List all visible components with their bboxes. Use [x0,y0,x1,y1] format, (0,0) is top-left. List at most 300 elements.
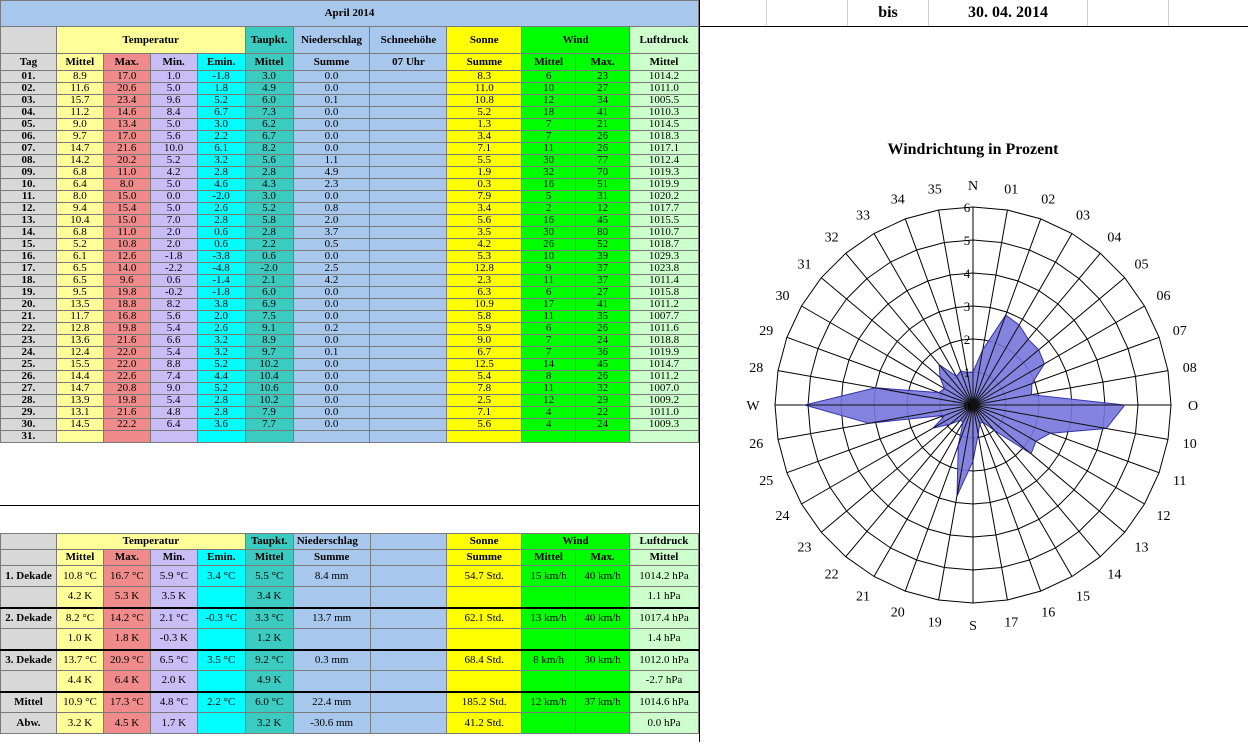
direction-label: 16 [1041,605,1056,621]
temp-max-cell: 15.4 [103,203,150,215]
table-row [1,155,699,167]
temp-min-cell: 9.0 [150,383,197,395]
summary-row [1,650,699,671]
sum-min-cell: 2.1 °C [150,608,197,629]
luftdruck-cell: 1018.8 [630,335,699,347]
luftdruck-cell: 1019.3 [630,167,699,179]
sum-mittel-cell: 4.4 K [56,671,103,692]
sum-taupunkt-cell: 9.2 °C [245,650,293,671]
sum-mittel-cell: 1.0 K [56,629,103,650]
temp-emin-cell: -4.8 [197,263,245,275]
sum-niederschlag-header: Niederschlag [293,534,370,550]
temp-min-cell: 10.0 [150,143,197,155]
taupunkt-cell: 4.9 [245,83,293,95]
wind-max-cell: 77 [576,155,630,167]
summary-label-cell: Mittel [1,692,57,713]
sum-min-cell: 2.0 K [150,671,197,692]
temp-max-cell: 22.6 [103,371,150,383]
sum-emin-cell [197,629,245,650]
sum-niederschlag-cell [293,671,370,692]
table-row [1,179,699,191]
wind-max-cell: 39 [576,251,630,263]
wind-mittel-cell: 11 [522,383,576,395]
sonne-cell: 5.9 [447,323,522,335]
sum-sonne-summe-header: Summe [447,550,522,566]
niederschlag-cell: 0.0 [293,419,370,431]
wind-mittel-cell: 11 [522,143,576,155]
sum-max-cell: 20.9 °C [103,650,150,671]
wind-mittel-cell: 2 [522,203,576,215]
wind-max-header: Max. [576,54,630,71]
sum-mittel-cell: 4.2 K [56,587,103,608]
day-label-cell: 13. [1,215,57,227]
sum-empty-cell [370,671,447,692]
temp-max-cell: 10.8 [103,239,150,251]
sum-luftdruck-cell: 1.4 hPa [629,629,698,650]
sonne-cell: 12.8 [447,263,522,275]
sum-wind-max-cell [576,713,630,734]
direction-label: 21 [856,589,870,605]
taupunkt-cell: 4.3 [245,179,293,191]
temp-mittel-cell: 6.5 [56,263,103,275]
direction-label: 02 [1041,192,1056,208]
luftdruck-cell: 1017.7 [630,203,699,215]
temp-max-cell: 19.8 [103,287,150,299]
niederschlag-cell: 1.1 [293,155,370,167]
temp-max-cell: 21.6 [103,143,150,155]
day-label-cell: 06. [1,131,57,143]
sum-luftdruck-cell: 0.0 hPa [629,713,698,734]
wind-max-cell: 26 [576,131,630,143]
sum-luftdruck-cell: 1014.2 hPa [629,566,698,587]
taupunkt-cell [245,431,293,443]
day-label-cell: 15. [1,239,57,251]
schneehoehe-cell [370,179,447,191]
direction-label: S [969,619,977,634]
summary-table [0,533,699,734]
direction-label: 07 [1172,323,1187,339]
sum-luft-mittel-header: Mittel [629,550,698,566]
wind-mittel-cell: 7 [522,131,576,143]
taupunkt-cell: 6.7 [245,131,293,143]
sum-mittel-cell: 8.2 °C [56,608,103,629]
table-row [1,83,699,95]
wind-mittel-cell: 7 [522,335,576,347]
sonne-cell: 7.8 [447,383,522,395]
table-row [1,287,699,299]
temp-min-cell: 7.4 [150,371,197,383]
schneehoehe-cell [370,191,447,203]
temp-min-cell: 4.2 [150,167,197,179]
niederschlag-cell: 0.2 [293,323,370,335]
wind-max-cell: 27 [576,287,630,299]
temp-min-cell: 5.0 [150,179,197,191]
sonne-cell [447,431,522,443]
taupunkt-cell: 3.0 [245,71,293,83]
temperatur-header: Temperatur [56,27,245,54]
sum-min-cell: 1.7 K [150,713,197,734]
luftdruck-cell: 1007.0 [630,383,699,395]
temp-emin-cell: 3.8 [197,299,245,311]
sum-wind-mittel-header: Mittel [522,550,576,566]
temp-mittel-cell [56,431,103,443]
taupunkt-cell: 10.2 [245,395,293,407]
wind-rose-svg [700,27,1248,742]
temp-min-cell: 5.0 [150,119,197,131]
temp-emin-cell: 2.6 [197,203,245,215]
schneehoehe-cell [370,431,447,443]
temp-max-cell: 15.0 [103,215,150,227]
sonne-cell: 2.3 [447,275,522,287]
wind-max-cell: 24 [576,335,630,347]
temp-min-cell: 0.6 [150,275,197,287]
sum-max-cell: 4.5 K [103,713,150,734]
sum-min-cell: 3.5 K [150,587,197,608]
sonne-cell: 5.3 [447,251,522,263]
table-row [1,395,699,407]
summary-label-cell [1,629,57,650]
taupunkt-cell: 3.0 [245,191,293,203]
niederschlag-cell: 0.0 [293,311,370,323]
luftdruck-cell: 1014.7 [630,359,699,371]
direction-label: 30 [775,289,790,304]
table-row [1,263,699,275]
niederschlag-cell: 2.3 [293,179,370,191]
day-label-cell: 14. [1,227,57,239]
direction-label: 31 [797,257,812,273]
temp-mittel-cell: 9.7 [56,131,103,143]
luftdruck-cell: 1017.1 [630,143,699,155]
niederschlag-cell: 0.0 [293,119,370,131]
temp-max-cell: 19.8 [103,323,150,335]
temp-max-cell: 18.8 [103,299,150,311]
table-row [1,347,699,359]
temp-emin-cell: -1.4 [197,275,245,287]
day-label-cell: 30. [1,419,57,431]
monthly-table [0,0,699,443]
nied-summe-header: Summe [293,54,370,71]
taupunkt-cell: 2.8 [245,227,293,239]
luftdruck-cell: 1019.9 [630,179,699,191]
luftdruck-cell: 1009.3 [630,419,699,431]
taupunkt-cell: 5.2 [245,203,293,215]
sum-wind-max-cell [576,629,630,650]
sum-emin-header: Emin. [197,550,245,566]
temp-mittel-cell: 13.1 [56,407,103,419]
taupunkt-cell: 5.6 [245,155,293,167]
temp-max-cell: 22.2 [103,419,150,431]
summary-row [1,713,699,734]
schneehoehe-cell [370,395,447,407]
temp-min-cell: 0.0 [150,191,197,203]
ring-label-1: 1 [963,365,971,380]
sonne-cell: 4.2 [447,239,522,251]
schneehoehe-cell [370,335,447,347]
direction-label: 03 [1076,208,1090,224]
schneehoehe-cell [370,239,447,251]
wind-max-cell: 22 [576,407,630,419]
table-row [1,371,699,383]
direction-label: 01 [1004,182,1019,198]
sum-mittel-cell: 3.2 K [56,713,103,734]
ring-label-4: 4 [963,266,971,281]
wind-max-cell: 26 [576,323,630,335]
sum-empty-cell [370,608,447,629]
table-row [1,131,699,143]
temp-emin-cell: 3.6 [197,419,245,431]
temp-min-cell: 5.2 [150,155,197,167]
date-range-header [700,0,1248,27]
table-row [1,299,699,311]
wind-mittel-cell: 6 [522,287,576,299]
sum-empty-cell [370,692,447,713]
direction-label: 35 [927,182,942,198]
sum-niederschlag-cell: 22.4 mm [293,692,370,713]
sonne-cell: 3.5 [447,227,522,239]
sum-emin-cell: 3.5 °C [197,650,245,671]
taupunkt-cell: 9.7 [245,347,293,359]
sum-empty-cell [370,629,447,650]
wind-max-cell: 26 [576,143,630,155]
temp-emin-cell: 2.2 [197,131,245,143]
niederschlag-cell: 0.0 [293,335,370,347]
temp-mittel-cell: 6.8 [56,167,103,179]
taupunkt-cell: 2.1 [245,275,293,287]
sonne-cell: 5.6 [447,215,522,227]
sonne-cell: 7.9 [447,191,522,203]
wind-mittel-cell: 7 [522,347,576,359]
temp-max-cell [103,431,150,443]
table-row [1,167,699,179]
sum-niederschlag-cell: 13.7 mm [293,608,370,629]
schneehoehe-cell [370,311,447,323]
sum-max-cell: 5.3 K [103,587,150,608]
wind-mittel-cell: 26 [522,239,576,251]
niederschlag-cell: 0.0 [293,407,370,419]
temp-min-cell: 9.6 [150,95,197,107]
wind-max-cell: 70 [576,167,630,179]
wind-max-cell: 21 [576,119,630,131]
temp-min-cell: 1.0 [150,71,197,83]
sum-wind-mittel-cell [522,713,576,734]
sum-nied-summe-header: Summe [293,550,370,566]
direction-label: 24 [775,509,790,524]
temp-max-cell: 15.0 [103,191,150,203]
sum-wind-max-cell: 37 km/h [576,692,630,713]
day-label-cell: 27. [1,383,57,395]
summary-label-cell [1,671,57,692]
luft-mittel-header: Mittel [630,54,699,71]
luftdruck-cell: 1020.2 [630,191,699,203]
sum-taupunkt-cell: 6.0 °C [245,692,293,713]
wind-max-cell: 32 [576,383,630,395]
wind-mittel-cell [522,431,576,443]
wind-max-cell: 80 [576,227,630,239]
temp-max-cell: 11.0 [103,167,150,179]
luftdruck-cell: 1011.0 [630,407,699,419]
sonne-cell: 5.5 [447,155,522,167]
wind-mittel-cell: 11 [522,311,576,323]
niederschlag-cell: 0.0 [293,395,370,407]
taupunkt-cell: 0.6 [245,251,293,263]
sum-min-cell: -0.3 K [150,629,197,650]
min-header: Min. [150,54,197,71]
temp-max-cell: 22.0 [103,347,150,359]
sonne-cell: 2.5 [447,395,522,407]
temp-emin-cell: 2.8 [197,407,245,419]
day-label-cell: 25. [1,359,57,371]
day-label-cell: 01. [1,71,57,83]
temp-mittel-cell: 11.7 [56,311,103,323]
sum-niederschlag-cell: -30.6 mm [293,713,370,734]
temp-min-cell: 5.0 [150,83,197,95]
sum-emin-cell: 2.2 °C [197,692,245,713]
direction-label: 06 [1156,289,1171,304]
sonne-cell: 6.7 [447,347,522,359]
wind-mittel-cell: 18 [522,107,576,119]
temp-min-cell: 7.0 [150,215,197,227]
sum-mittel-header: Mittel [56,550,103,566]
sum-emin-cell [197,671,245,692]
luftdruck-cell: 1012.4 [630,155,699,167]
sum-max-cell: 16.7 °C [103,566,150,587]
wind-mittel-cell: 32 [522,167,576,179]
sum-taup-mittel-header: Mittel [245,550,293,566]
summary-row [1,629,699,650]
sum-wind-mittel-cell [522,629,576,650]
sonne-cell: 10.8 [447,95,522,107]
day-label-cell: 18. [1,275,57,287]
sum-temperatur-header: Temperatur [56,534,245,550]
day-label-cell: 17. [1,263,57,275]
temp-mittel-cell: 9.5 [56,287,103,299]
wind-mittel-cell: 14 [522,359,576,371]
wind-max-cell: 51 [576,179,630,191]
sum-wind-mittel-cell [522,587,576,608]
sum-luftdruck-cell: 1.1 hPa [629,587,698,608]
wind-max-cell: 45 [576,359,630,371]
sonne-cell: 6.3 [447,287,522,299]
schneehoehe-cell [370,215,447,227]
temp-mittel-cell: 14.4 [56,371,103,383]
niederschlag-cell: 2.0 [293,215,370,227]
temp-mittel-cell: 15.5 [56,359,103,371]
taupunkt-cell: 8.2 [245,143,293,155]
table-row [1,239,699,251]
sum-wind-max-cell: 30 km/h [576,650,630,671]
niederschlag-cell: 0.5 [293,239,370,251]
day-label-cell: 05. [1,119,57,131]
temp-emin-cell: 6.1 [197,143,245,155]
sum-taupunkt-cell: 4.9 K [245,671,293,692]
sum-empty-cell [370,713,447,734]
summary-label-cell: Abw. [1,713,57,734]
temp-mittel-cell: 14.7 [56,383,103,395]
temp-emin-cell: 5.2 [197,359,245,371]
sonne-cell: 5.6 [447,419,522,431]
sum-sonne-cell [447,671,522,692]
temp-emin-cell: -3.8 [197,251,245,263]
temp-max-cell: 20.8 [103,383,150,395]
temp-mittel-cell: 13.6 [56,335,103,347]
taupunkt-cell: 7.9 [245,407,293,419]
wind-mittel-cell: 9 [522,263,576,275]
taupunkt-cell: 7.5 [245,311,293,323]
day-label-cell: 19. [1,287,57,299]
wind-max-cell: 35 [576,311,630,323]
temp-max-cell: 20.2 [103,155,150,167]
day-label-cell: 21. [1,311,57,323]
sum-niederschlag-cell [293,629,370,650]
schnee-uhr-header: 07 Uhr [370,54,447,71]
luftdruck-cell: 1010.7 [630,227,699,239]
direction-label: 10 [1182,437,1197,453]
sum-emin-cell: 3.4 °C [197,566,245,587]
wind-max-cell: 29 [576,395,630,407]
temp-min-cell: 8.8 [150,359,197,371]
direction-label: 32 [824,230,839,246]
niederschlag-cell: 0.0 [293,71,370,83]
luftdruck-header: Luftdruck [630,27,699,54]
month-title: April 2014 [1,1,699,27]
schneehoehe-cell [370,371,447,383]
schneehoehe-cell [370,95,447,107]
direction-label: 12 [1156,509,1171,524]
sum-wind-mittel-cell: 12 km/h [522,692,576,713]
niederschlag-cell: 0.0 [293,287,370,299]
schneehoehe-cell [370,251,447,263]
mittel-header: Mittel [56,54,103,71]
sum-wind-max-header: Max. [576,550,630,566]
day-label-cell: 23. [1,335,57,347]
temp-max-cell: 23.4 [103,95,150,107]
sum-empty-cell [370,650,447,671]
wind-mittel-cell: 11 [522,275,576,287]
sum-niederschlag-cell: 8.4 mm [293,566,370,587]
schneehoehe-cell [370,359,447,371]
sum-max-cell: 14.2 °C [103,608,150,629]
niederschlag-cell: 0.0 [293,383,370,395]
sum-wind-mittel-cell: 13 km/h [522,608,576,629]
temp-emin-cell [197,431,245,443]
wind-mittel-cell: 30 [522,155,576,167]
schneehoehe-cell [370,203,447,215]
temp-emin-cell: 0.6 [197,239,245,251]
sum-emin-cell [197,587,245,608]
emin-header: Emin. [197,54,245,71]
temp-emin-cell: 6.7 [197,107,245,119]
table-row [1,143,699,155]
sum-sonne-cell: 41.2 Std. [447,713,522,734]
schneehoehe-cell [370,71,447,83]
schneehoehe-cell [370,143,447,155]
day-label-cell: 28. [1,395,57,407]
schneehoehe-cell [370,227,447,239]
schneehoehe-cell [370,299,447,311]
sum-taupunkt-cell: 3.3 °C [245,608,293,629]
wind-mittel-cell: 16 [522,179,576,191]
wind-mittel-cell: 7 [522,119,576,131]
temp-mittel-cell: 5.2 [56,239,103,251]
niederschlag-cell: 0.0 [293,371,370,383]
temp-emin-cell: 2.8 [197,167,245,179]
direction-label: 14 [1107,567,1122,583]
luftdruck-cell: 1029.3 [630,251,699,263]
sum-taupunkt-cell: 3.2 K [245,713,293,734]
wind-max-cell: 41 [576,299,630,311]
sonne-cell: 7.1 [447,407,522,419]
temp-max-cell: 21.6 [103,335,150,347]
